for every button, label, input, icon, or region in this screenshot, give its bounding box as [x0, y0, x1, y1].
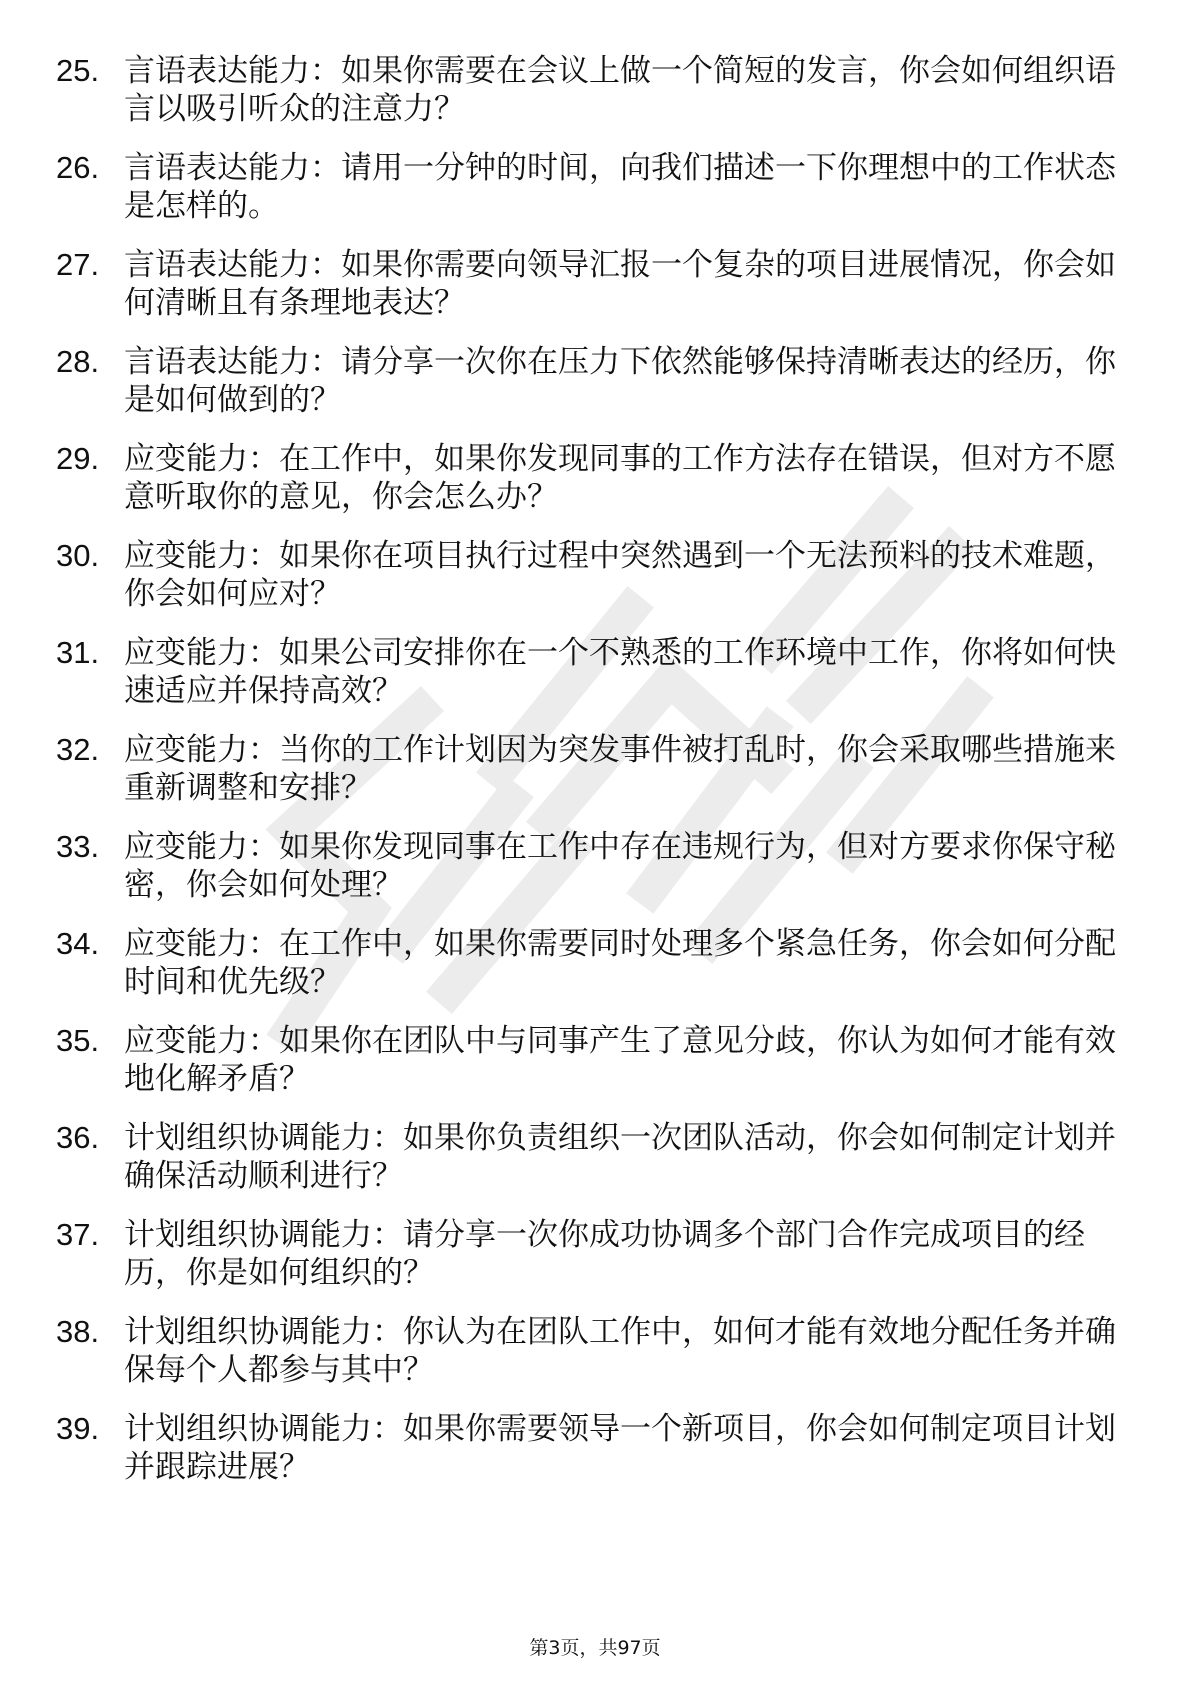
question-item [56, 1022, 1116, 1098]
question-number: 30. [56, 538, 100, 573]
question-item [56, 440, 1116, 516]
question-text: 应变能力：在工作中，如果你需要同时处理多个紧急任务，你会如何分配时间和优先级？ [124, 926, 1116, 1000]
question-number: 31. [56, 635, 100, 670]
question-number: 26. [56, 150, 100, 185]
question-item [56, 731, 1116, 807]
question-number: 37. [56, 1217, 100, 1252]
question-text: 计划组织协调能力：请分享一次你成功协调多个部门合作完成项目的经历，你是如何组织的？ [124, 1217, 1085, 1291]
question-text: 言语表达能力：请分享一次你在压力下依然能够保持清晰表达的经历，你是如何做到的？ [124, 344, 1116, 418]
question-number: 28. [56, 344, 100, 379]
question-item [56, 537, 1116, 613]
question-text: 言语表达能力：如果你需要在会议上做一个简短的发言，你会如何组织语言以吸引听众的注意力？ [124, 53, 1116, 127]
question-item [56, 1313, 1116, 1389]
question-number: 34. [56, 926, 100, 961]
question-number: 27. [56, 247, 100, 282]
question-number: 25. [56, 53, 100, 88]
question-item [56, 925, 1116, 1001]
question-item [56, 1216, 1116, 1292]
question-item [56, 343, 1116, 419]
question-number: 36. [56, 1120, 100, 1155]
question-item [56, 634, 1116, 710]
question-number: 39. [56, 1411, 100, 1446]
page-footer: 第3页，共97页 [529, 1637, 661, 1659]
question-text: 计划组织协调能力：你认为在团队工作中，如何才能有效地分配任务并确保每个人都参与其中？ [124, 1314, 1116, 1388]
question-text: 言语表达能力：请用一分钟的时间，向我们描述一下你理想中的工作状态是怎样的。 [124, 150, 1116, 224]
question-text: 言语表达能力：如果你需要向领导汇报一个复杂的项目进展情况，你会如何清晰且有条理地表达？ [124, 247, 1116, 321]
question-number: 33. [56, 829, 100, 864]
question-item [56, 246, 1116, 322]
question-item [56, 52, 1116, 128]
question-item [56, 149, 1116, 225]
question-text: 应变能力：如果你发现同事在工作中存在违规行为，但对方要求你保守秘密，你会如何处理？ [124, 829, 1116, 903]
question-item [56, 1410, 1116, 1486]
question-text: 应变能力：当你的工作计划因为突发事件被打乱时，你会采取哪些措施来重新调整和安排？ [124, 732, 1116, 806]
question-text: 应变能力：在工作中，如果你发现同事的工作方法存在错误，但对方不愿意听取你的意见，你会怎么办？ [124, 441, 1116, 515]
question-number: 38. [56, 1314, 100, 1349]
question-text: 应变能力：如果公司安排你在一个不熟悉的工作环境中工作，你将如何快速适应并保持高效？ [124, 635, 1116, 709]
question-text: 应变能力：如果你在项目执行过程中突然遇到一个无法预料的技术难题，你会如何应对？ [124, 538, 1116, 612]
question-item [56, 1119, 1116, 1195]
question-list [56, 52, 1116, 1507]
question-number: 32. [56, 732, 100, 767]
question-text: 计划组织协调能力：如果你需要领导一个新项目，你会如何制定项目计划并跟踪进展？ [124, 1411, 1116, 1485]
question-text: 应变能力：如果你在团队中与同事产生了意见分歧，你认为如何才能有效地化解矛盾？ [124, 1023, 1116, 1097]
question-item [56, 828, 1116, 904]
question-text: 计划组织协调能力：如果你负责组织一次团队活动，你会如何制定计划并确保活动顺利进行？ [124, 1120, 1116, 1194]
question-number: 29. [56, 441, 100, 476]
question-number: 35. [56, 1023, 100, 1058]
